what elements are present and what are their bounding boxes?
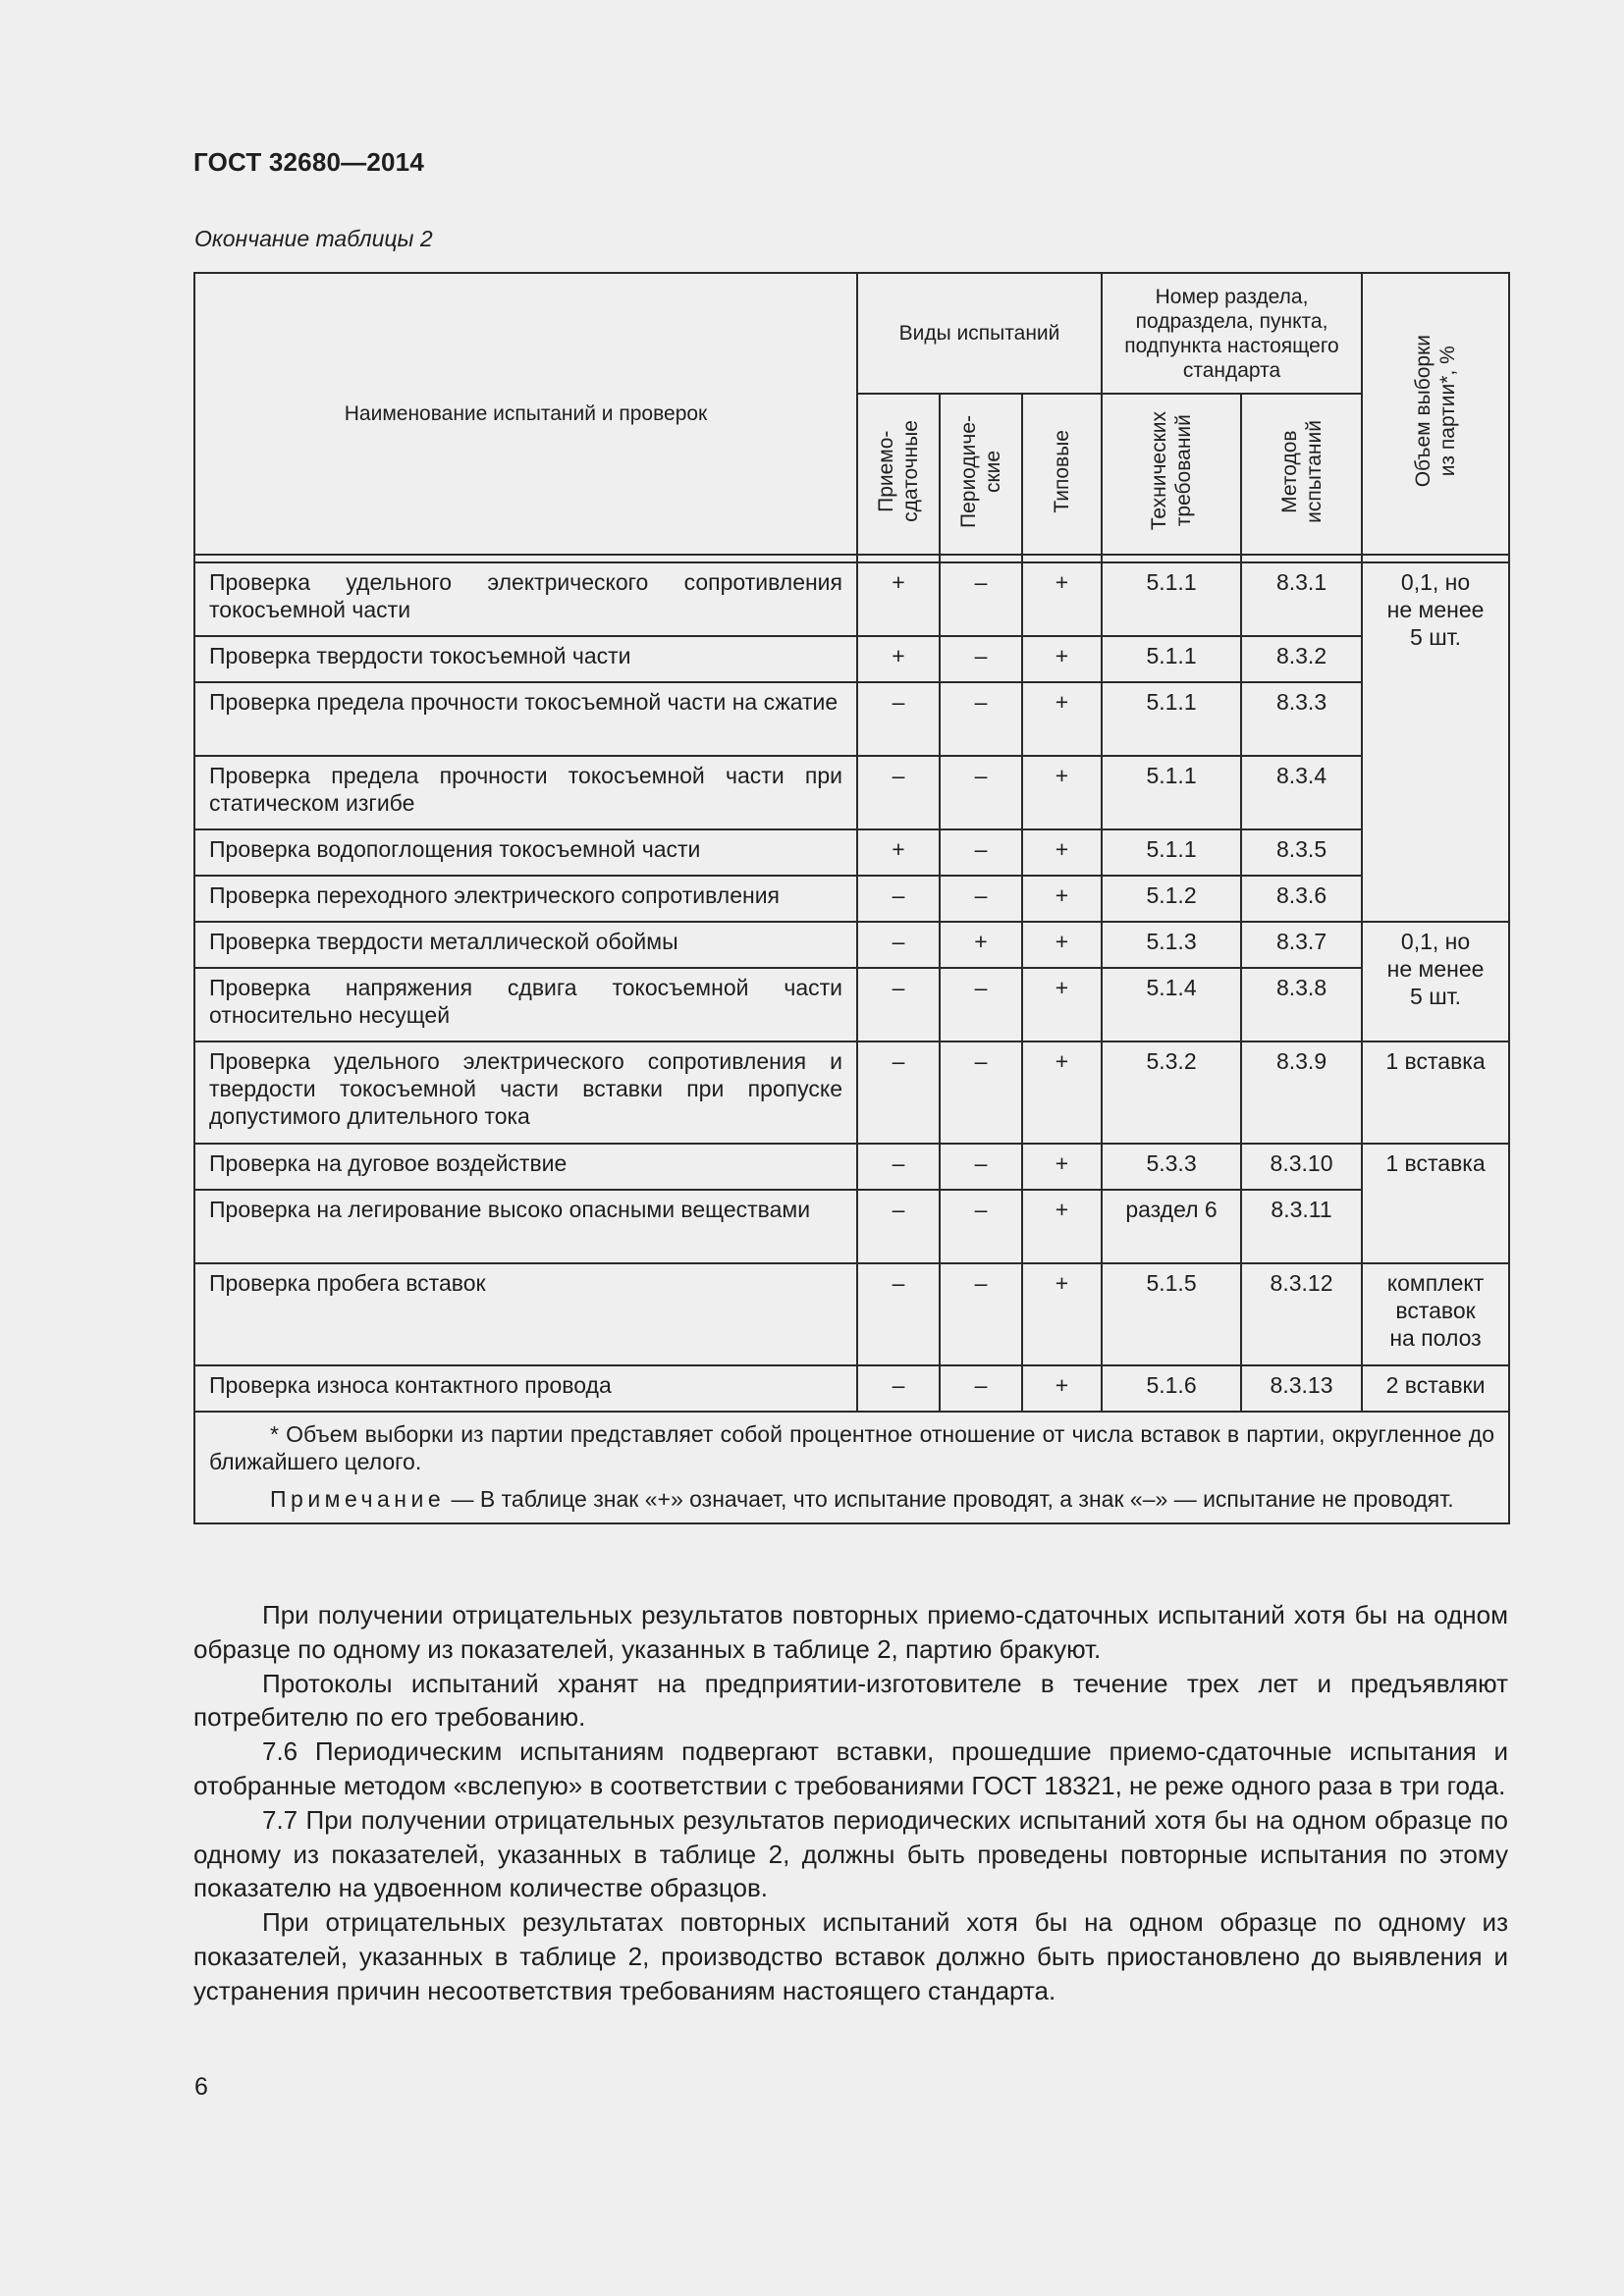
cell-acceptance: –	[857, 1190, 940, 1263]
document-header: ГОСТ 32680—2014	[193, 147, 424, 177]
table-row	[194, 756, 1509, 829]
table-row	[194, 682, 1509, 756]
header-typical	[1022, 394, 1102, 555]
paragraph: При отрицательных результатах повторных испытаний хотя бы на одном образце по одному из показателей, указанных в таблице 2, производство вставок должно быть приостановлено до выявления и устранения причин несоответствия требованиям настоящего стандарта.	[193, 1907, 1508, 2005]
cell-typical: +	[1022, 968, 1102, 1041]
table-row	[194, 1263, 1509, 1365]
table-row	[194, 1041, 1509, 1144]
cell-periodic: –	[940, 756, 1022, 829]
cell-acceptance: –	[857, 1041, 940, 1144]
table-row	[194, 876, 1509, 922]
note-label: Примечание	[270, 1486, 446, 1512]
header-acceptance-text: Приемо- сдаточные	[875, 420, 922, 522]
header-tech-requirements	[1102, 394, 1241, 555]
cell-typical: +	[1022, 756, 1102, 829]
cell-methods: 8.3.11	[1241, 1190, 1362, 1263]
header-periodic	[940, 394, 1022, 555]
cell-methods: 8.3.9	[1241, 1041, 1362, 1144]
cell-sample: 0,1, но не менее 5 шт.	[1362, 922, 1509, 1041]
table-row	[194, 829, 1509, 876]
row-name: Проверка износа контактного провода	[194, 1365, 857, 1412]
table-row	[194, 562, 1509, 636]
cell-methods: 8.3.12	[1241, 1263, 1362, 1365]
cell-acceptance: +	[857, 562, 940, 636]
row-name: Проверка водопоглощения токосъемной части	[194, 829, 857, 876]
cell-periodic: –	[940, 1365, 1022, 1412]
cell-sample: 2 вставки	[1362, 1365, 1509, 1412]
cell-methods: 8.3.6	[1241, 876, 1362, 922]
cell-tech: 5.1.1	[1102, 829, 1241, 876]
cell-periodic: –	[940, 682, 1022, 756]
cell-methods: 8.3.1	[1241, 562, 1362, 636]
header-section-numbers: Номер раздела, подраздела, пункта, подпункта настоящего стандарта	[1102, 273, 1362, 394]
cell-periodic: –	[940, 1041, 1022, 1144]
paragraph: Протоколы испытаний хранят на предприятии-изготовителе в течение трех лет и предъявляют потребителю по его требованию.	[193, 1668, 1508, 1733]
cell-methods: 8.3.4	[1241, 756, 1362, 829]
cell-typical: +	[1022, 829, 1102, 876]
row-name: Проверка пробега вставок	[194, 1263, 857, 1365]
body-text	[193, 1598, 1508, 2008]
table-row	[194, 1365, 1509, 1412]
tests-table	[193, 272, 1510, 1524]
cell-typical: +	[1022, 876, 1102, 922]
table-caption: Окончание таблицы 2	[194, 226, 433, 251]
paragraph: При получении отрицательных результатов повторных приемо-сдаточных испытаний хотя бы на одном образце по одному из показателей, указанных в таблице 2, партию бракуют.	[193, 1600, 1508, 1664]
cell-typical: +	[1022, 1365, 1102, 1412]
row-name: Проверка переходного электрического сопротивления	[194, 876, 857, 922]
table-footnote: * Объем выборки из партии представляет собой процентное отношение от числа вставок в партии, округленное до ближайшего целого.	[209, 1421, 1495, 1474]
header-acceptance	[857, 394, 940, 555]
cell-acceptance: –	[857, 968, 940, 1041]
cell-acceptance: +	[857, 636, 940, 682]
cell-periodic: –	[940, 1144, 1022, 1190]
header-test-methods	[1241, 394, 1362, 555]
paragraph: 7.7 При получении отрицательных результатов периодических испытаний хотя бы на одном образце по одному из показателей, указанных в таблице 2, должны быть проведены повторные испытания по этому показателю на удвоенном количестве образцов.	[193, 1804, 1508, 1903]
cell-methods: 8.3.5	[1241, 829, 1362, 876]
cell-typical: +	[1022, 1144, 1102, 1190]
table-row	[194, 968, 1509, 1041]
cell-methods: 8.3.8	[1241, 968, 1362, 1041]
cell-tech: 5.1.6	[1102, 1365, 1241, 1412]
cell-acceptance: –	[857, 876, 940, 922]
cell-sample: 1 вставка	[1362, 1041, 1509, 1144]
cell-tech: 5.1.1	[1102, 756, 1241, 829]
header-periodic-text: Периодиче- ские	[957, 414, 1004, 528]
header-separator	[194, 555, 1509, 562]
cell-typical: +	[1022, 682, 1102, 756]
table-note	[209, 1485, 1494, 1513]
cell-methods: 8.3.13	[1241, 1365, 1362, 1412]
header-sample-size	[1362, 273, 1509, 555]
header-typical-text: Типовые	[1051, 429, 1074, 513]
cell-methods: 8.3.2	[1241, 636, 1362, 682]
table-row	[194, 1144, 1509, 1190]
header-methods-text: Методов испытаний	[1277, 419, 1326, 523]
cell-acceptance: –	[857, 1144, 940, 1190]
cell-acceptance: –	[857, 1365, 940, 1412]
cell-sample: комплект вставок на полоз	[1362, 1263, 1509, 1365]
table-footer-row	[194, 1412, 1509, 1523]
cell-typical: +	[1022, 1041, 1102, 1144]
cell-acceptance: –	[857, 922, 940, 968]
cell-typical: +	[1022, 562, 1102, 636]
cell-typical: +	[1022, 922, 1102, 968]
row-name: Проверка на дуговое воздействие	[194, 1144, 857, 1190]
row-name: Проверка твердости металлической обоймы	[194, 922, 857, 968]
cell-tech: 5.1.3	[1102, 922, 1241, 968]
cell-sample: 0,1, но не менее 5 шт.	[1362, 562, 1509, 922]
row-name: Проверка предела прочности токосъемной части при статическом изгибе	[194, 756, 857, 829]
cell-methods: 8.3.3	[1241, 682, 1362, 756]
cell-typical: +	[1022, 1263, 1102, 1365]
table-row	[194, 922, 1509, 968]
cell-periodic: –	[940, 876, 1022, 922]
row-name: Проверка напряжения сдвига токосъемной части относительно несущей	[194, 968, 857, 1041]
cell-periodic: –	[940, 1190, 1022, 1263]
table-row	[194, 1190, 1509, 1263]
row-name: Проверка предела прочности токосъемной части на сжатие	[194, 682, 857, 756]
cell-acceptance: –	[857, 756, 940, 829]
cell-typical: +	[1022, 1190, 1102, 1263]
page-number: 6	[194, 2073, 208, 2101]
cell-tech: 5.1.1	[1102, 562, 1241, 636]
cell-tech: 5.1.5	[1102, 1263, 1241, 1365]
cell-tech: раздел 6	[1102, 1190, 1241, 1263]
cell-tech: 5.1.1	[1102, 636, 1241, 682]
row-name: Проверка удельного электрического сопротивления токосъемной части	[194, 562, 857, 636]
row-name: Проверка на легирование высоко опасными веществами	[194, 1190, 857, 1263]
row-name: Проверка удельного электрического сопротивления и твердости токосъемной части вставки при пропуске допустимого длительного тока	[194, 1041, 857, 1144]
cell-periodic: –	[940, 1263, 1022, 1365]
cell-periodic: –	[940, 562, 1022, 636]
cell-tech: 5.1.1	[1102, 682, 1241, 756]
cell-methods: 8.3.7	[1241, 922, 1362, 968]
cell-acceptance: –	[857, 1263, 940, 1365]
cell-periodic: +	[940, 922, 1022, 968]
cell-acceptance: –	[857, 682, 940, 756]
cell-sample: 1 вставка	[1362, 1144, 1509, 1263]
cell-tech: 5.1.4	[1102, 968, 1241, 1041]
cell-periodic: –	[940, 968, 1022, 1041]
row-name: Проверка твердости токосъемной части	[194, 636, 857, 682]
cell-tech: 5.3.3	[1102, 1144, 1241, 1190]
header-test-types: Виды испытаний	[857, 273, 1102, 394]
cell-tech: 5.3.2	[1102, 1041, 1241, 1144]
table-footer	[194, 1412, 1509, 1523]
cell-periodic: –	[940, 636, 1022, 682]
note-text: — В таблице знак «+» означает, что испытание проводят, а знак «–» — испытание не проводят.	[445, 1486, 1454, 1512]
header-test-name: Наименование испытаний и проверок	[194, 273, 857, 555]
cell-typical: +	[1022, 636, 1102, 682]
cell-methods: 8.3.10	[1241, 1144, 1362, 1190]
cell-periodic: –	[940, 829, 1022, 876]
table-row	[194, 636, 1509, 682]
cell-acceptance: +	[857, 829, 940, 876]
header-tech-text: Технических требований	[1148, 411, 1196, 531]
header-sample-size-text: Объем выборки из партии*, %	[1412, 334, 1460, 488]
cell-tech: 5.1.2	[1102, 876, 1241, 922]
paragraph: 7.6 Периодическим испытаниям подвергают вставки, прошедшие приемо-сдаточные испытания и отобранные методом «вслепую» в соответствии с требованиями ГОСТ 18321, не реже одного раза в три года.	[193, 1736, 1508, 1800]
